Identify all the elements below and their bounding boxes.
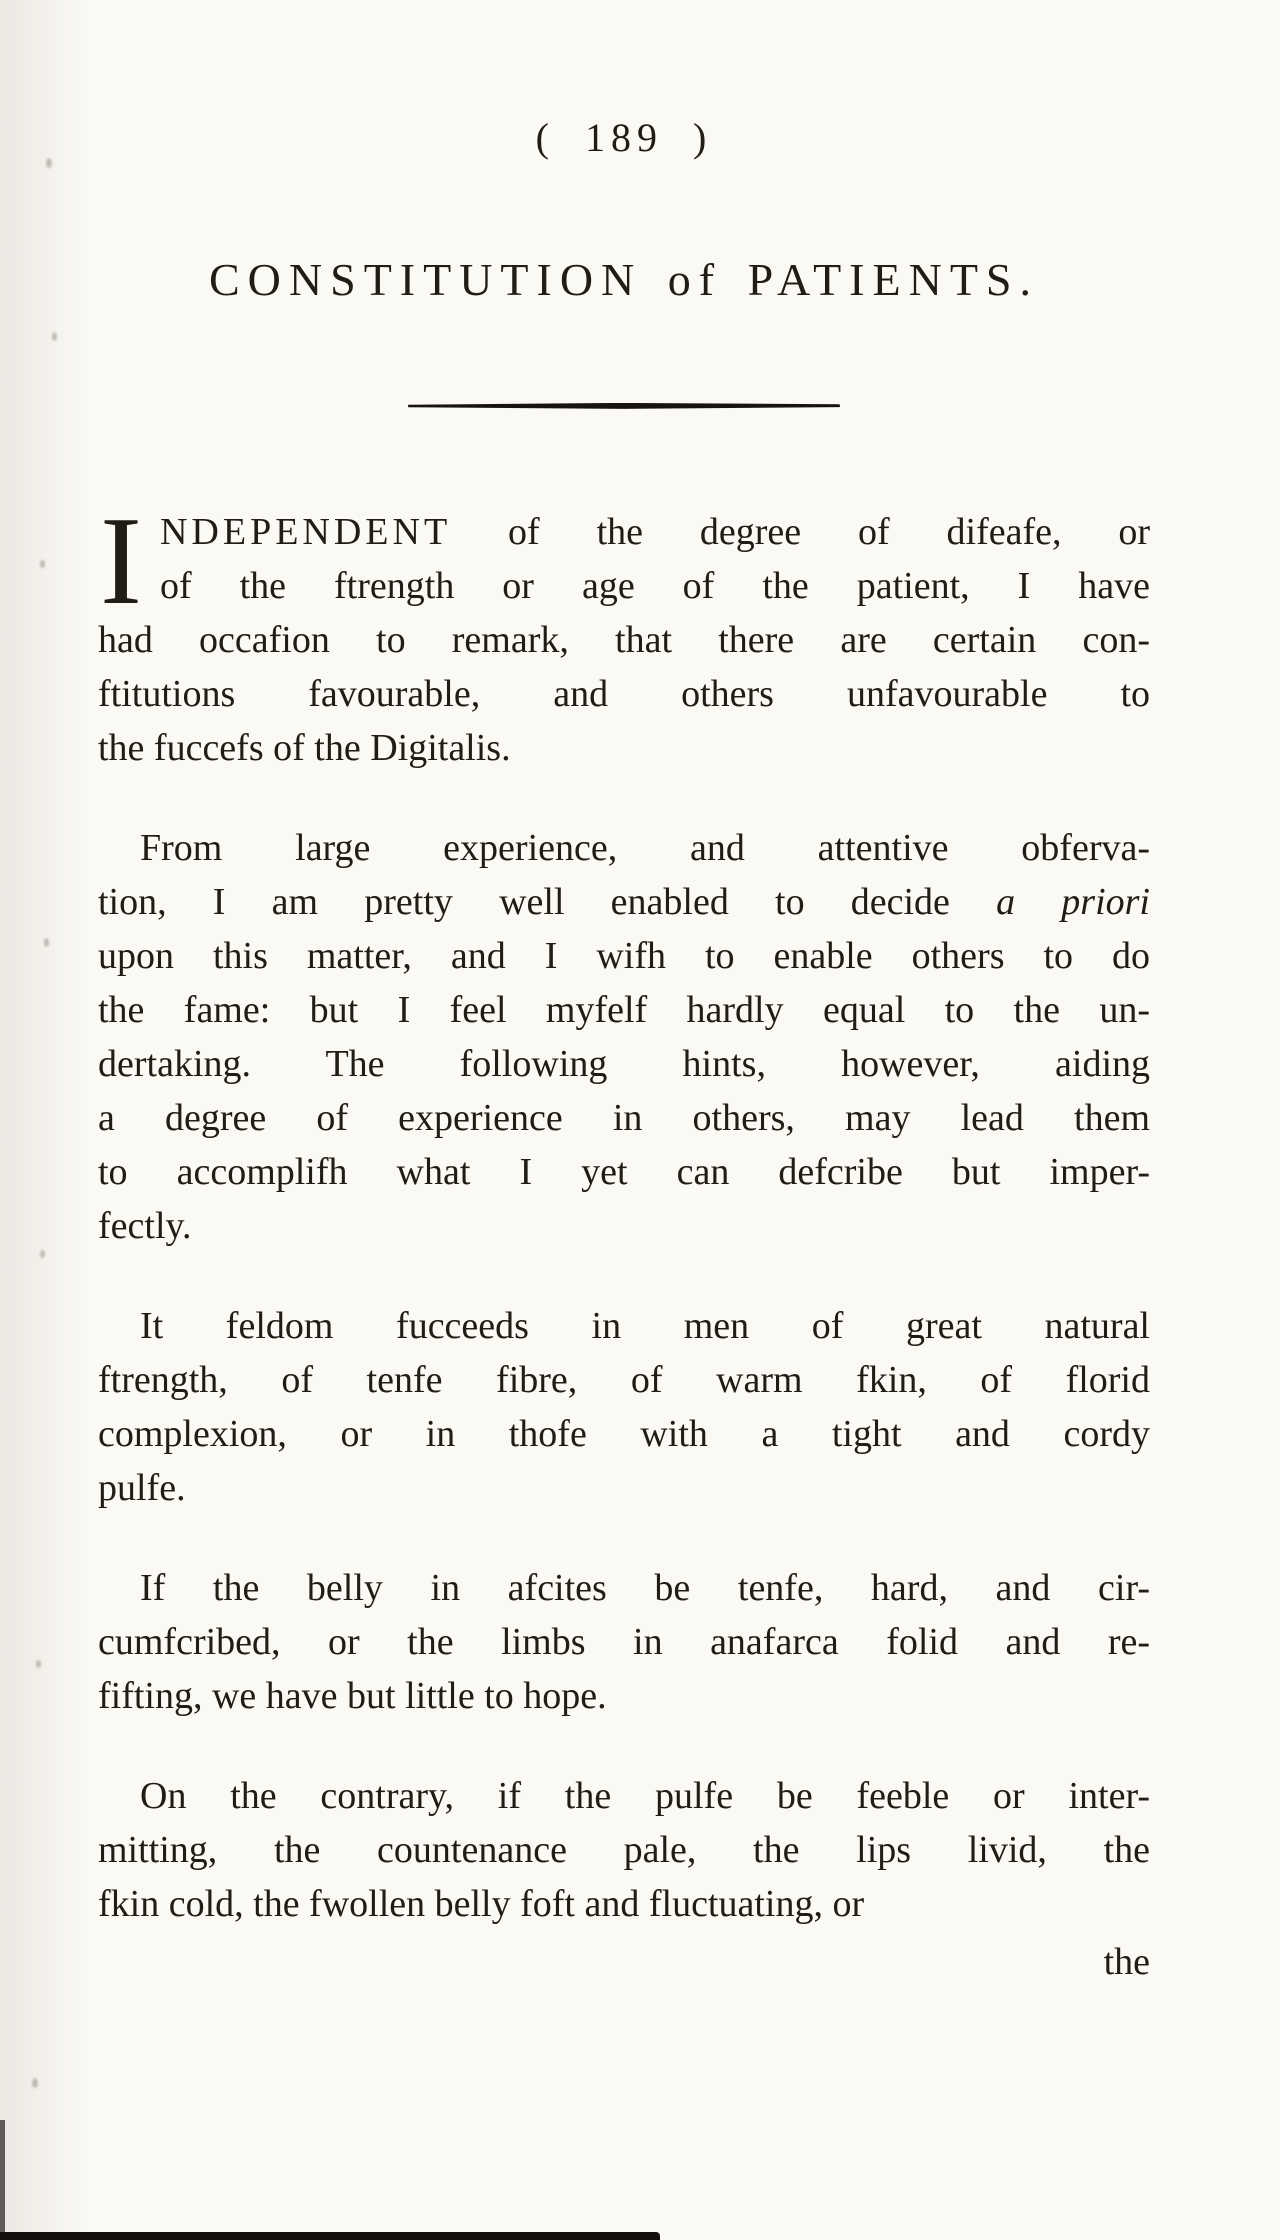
text-line: pulfe.: [98, 1466, 186, 1509]
drop-cap: I: [100, 491, 142, 631]
text-line: fectly.: [98, 1204, 192, 1247]
text-line: fifting, we have but little to hope.: [98, 1674, 607, 1717]
paragraph: [98, 1769, 1150, 1931]
text-line: of the ftrength or age of the patient, I have: [159, 564, 1150, 607]
spaced-caps: NDEPENDENT: [159, 510, 452, 553]
text-line: the fame: but I feel myfelf hardly equal to the un-: [98, 988, 1150, 1031]
paragraph: [98, 1299, 1150, 1515]
text-line: NDEPENDENT of the degree of difeafe, or: [159, 510, 1150, 553]
page-title: CONSTITUTION of PATIENTS.: [208, 254, 1039, 305]
text-line: ftitutions favourable, and others unfavourable to: [98, 672, 1150, 715]
text-line: had occafion to remark, that there are certain con-: [98, 618, 1150, 661]
text-line: the fuccefs of the Digitalis.: [98, 726, 511, 769]
text-line: to accomplifh what I yet can defcribe but imper-: [98, 1150, 1150, 1193]
divider-rule: [408, 403, 840, 409]
text-line: complexion, or in thofe with a tight and cordy: [98, 1412, 1150, 1455]
text-line: cumfcribed, or the limbs in anafarca folid and re-: [98, 1620, 1150, 1663]
text-line: mitting, the countenance pale, the lips livid, the: [98, 1828, 1150, 1871]
text-line: From large experience, and attentive obferva-: [140, 826, 1150, 869]
text-line: tion, I am pretty well enabled to decide a priori: [98, 880, 1150, 923]
text-line: It feldom fucceeds in men of great natural: [140, 1304, 1150, 1347]
text-line: fkin cold, the fwollen belly foft and fluctuating, or: [98, 1882, 865, 1925]
text-line: ftrength, of tenfe fibre, of warm fkin, of florid: [98, 1358, 1150, 1401]
text-line: upon this matter, and I wifh to enable others to do: [98, 934, 1150, 977]
text-line: dertaking. The following hints, however, aiding: [98, 1042, 1150, 1085]
italic-phrase: a priori: [996, 880, 1150, 923]
paragraph: [98, 1561, 1150, 1723]
text-line: a degree of experience in others, may lead them: [98, 1096, 1150, 1139]
catchword: the: [1103, 1940, 1150, 1983]
paragraph: [98, 821, 1150, 1253]
text-line: If the belly in afcites be tenfe, hard, and cir-: [140, 1566, 1150, 1609]
text-line: On the contrary, if the pulfe be feeble or inter-: [140, 1774, 1150, 1817]
body-text: [98, 491, 1150, 1931]
paragraph: [98, 491, 1150, 775]
page-number: ( 189 ): [535, 115, 713, 160]
